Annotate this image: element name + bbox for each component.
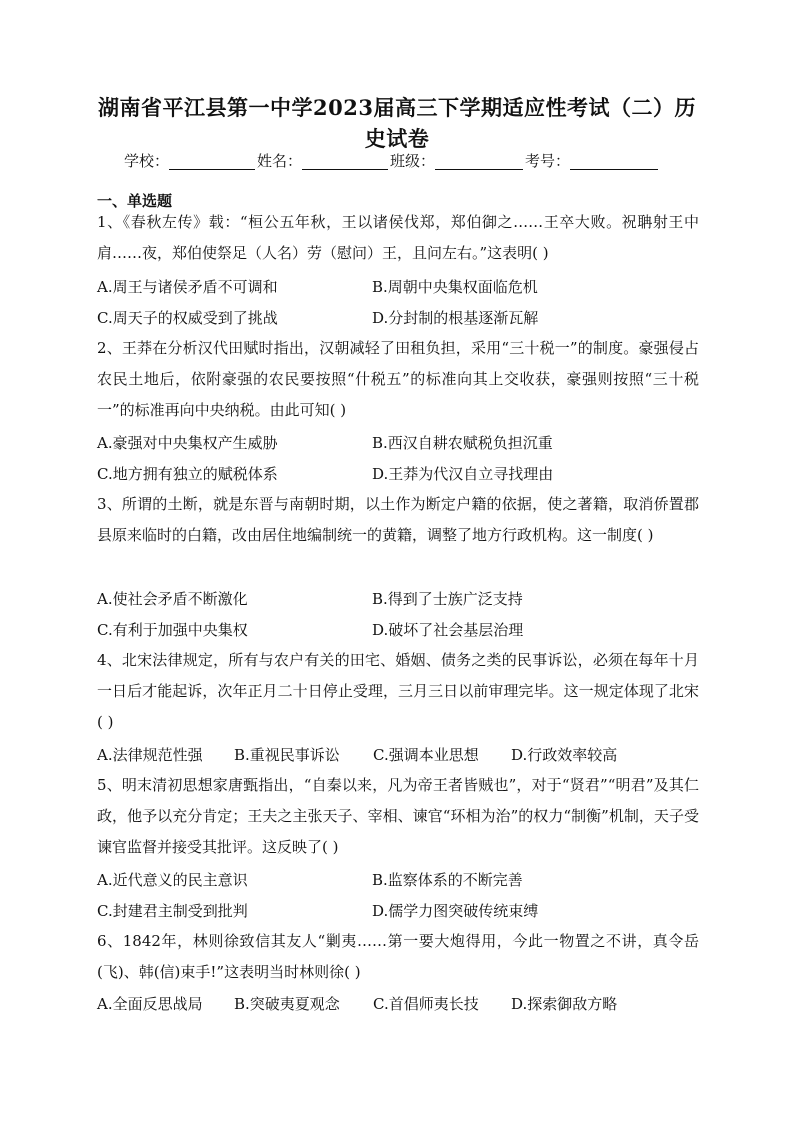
question-stem: 5、明末清初思想家唐甄指出，“自秦以来，凡为帝王者皆贼也”，对于“贤君”“明君”及其仁政，他予以充分肯定；王夫之主张天子、宰相、谏官“环相为治”的权力“制衡”机制，天子受谏官监督并接受其批评。这反映了( ) bbox=[97, 776, 699, 856]
name-blank[interactable] bbox=[302, 153, 388, 170]
question-stem: 3、所谓的土断，就是东晋与南朝时期，以土作为断定户籍的依据，使之著籍，取消侨置郡县原来临时的白籍，改由居住地编制统一的黄籍，调整了地方行政机构。这一制度( ) bbox=[97, 495, 699, 544]
name-label: 姓名： bbox=[257, 152, 303, 170]
question-stem: 2、王莽在分析汉代田赋时指出，汉朝减轻了田租负担，采用“三十税一”的制度。豪强侵占农民土地后，依附豪强的农民要按照“什税五”的标准向其上交收获，豪强则按照“三十税一”的标准再向中央纳税。由此可知( ) bbox=[97, 339, 699, 419]
option-c[interactable]: C.首倡师夷长技 bbox=[373, 995, 479, 1013]
option-b[interactable]: B.周朝中央集权面临危机 bbox=[372, 278, 538, 296]
student-info-line bbox=[124, 150, 684, 172]
option-b[interactable]: B.得到了士族广泛支持 bbox=[372, 590, 523, 608]
option-d[interactable]: D.行政效率较高 bbox=[511, 746, 618, 764]
option-a[interactable]: A.法律规范性强 bbox=[97, 746, 203, 764]
option-c[interactable]: C.封建君主制受到批判 bbox=[97, 902, 248, 920]
option-b[interactable]: B.重视民事诉讼 bbox=[234, 746, 340, 764]
option-b[interactable]: B.突破夷夏观念 bbox=[234, 995, 340, 1013]
option-a[interactable]: A.近代意义的民主意识 bbox=[97, 871, 248, 889]
option-d[interactable]: D.探索御敌方略 bbox=[511, 995, 618, 1013]
class-label: 班级： bbox=[390, 152, 436, 170]
option-d[interactable]: D.分封制的根基逐渐瓦解 bbox=[372, 309, 539, 327]
section-title: 一、单选题 bbox=[97, 192, 173, 210]
option-d[interactable]: D.破坏了社会基层治理 bbox=[372, 621, 524, 639]
option-b[interactable]: B.西汉自耕农赋税负担沉重 bbox=[372, 434, 553, 452]
option-c[interactable]: C.地方拥有独立的赋税体系 bbox=[97, 465, 278, 483]
option-c[interactable]: C.周天子的权威受到了挑战 bbox=[97, 309, 278, 327]
class-blank[interactable] bbox=[435, 153, 523, 170]
number-blank[interactable] bbox=[570, 153, 658, 170]
school-blank[interactable] bbox=[169, 153, 255, 170]
option-a[interactable]: A.豪强对中央集权产生威胁 bbox=[97, 434, 278, 452]
option-a[interactable]: A.使社会矛盾不断激化 bbox=[97, 590, 248, 608]
option-d[interactable]: D.王莽为代汉自立寻找理由 bbox=[372, 465, 554, 483]
option-d[interactable]: D.儒学力图突破传统束缚 bbox=[372, 902, 539, 920]
option-a[interactable]: A.全面反思战局 bbox=[97, 995, 203, 1013]
option-c[interactable]: C.强调本业思想 bbox=[373, 746, 479, 764]
option-a[interactable]: A.周王与诸侯矛盾不可调和 bbox=[97, 278, 278, 296]
question-stem: 4、北宋法律规定，所有与农户有关的田宅、婚姻、债务之类的民事诉讼，必须在每年十月一日后才能起诉，次年正月二十日停止受理，三月三日以前审理完毕。这一规定体现了北宋( ) bbox=[97, 651, 699, 731]
school-label: 学校： bbox=[124, 152, 170, 170]
option-c[interactable]: C.有利于加强中央集权 bbox=[97, 621, 248, 639]
option-b[interactable]: B.监察体系的不断完善 bbox=[372, 871, 523, 889]
number-label: 考号： bbox=[525, 152, 571, 170]
page-title: 湖南省平江县第一中学2023届高三下学期适应性考试（二）历史试卷 bbox=[98, 95, 696, 151]
question-stem: 6、1842年，林则徐致信其友人“剿夷……第一要大炮得用，今此一物置之不讲，真令岳(飞)、韩(信)束手!”这表明当时林则徐( ) bbox=[97, 932, 699, 981]
question-stem: 1、《春秋左传》载：“桓公五年秋，王以诸侯伐郑，郑伯御之……王卒大败。祝聃射王中肩……夜，郑伯使祭足（人名）劳（慰问）王，且问左右。”这表明( ) bbox=[97, 213, 699, 262]
